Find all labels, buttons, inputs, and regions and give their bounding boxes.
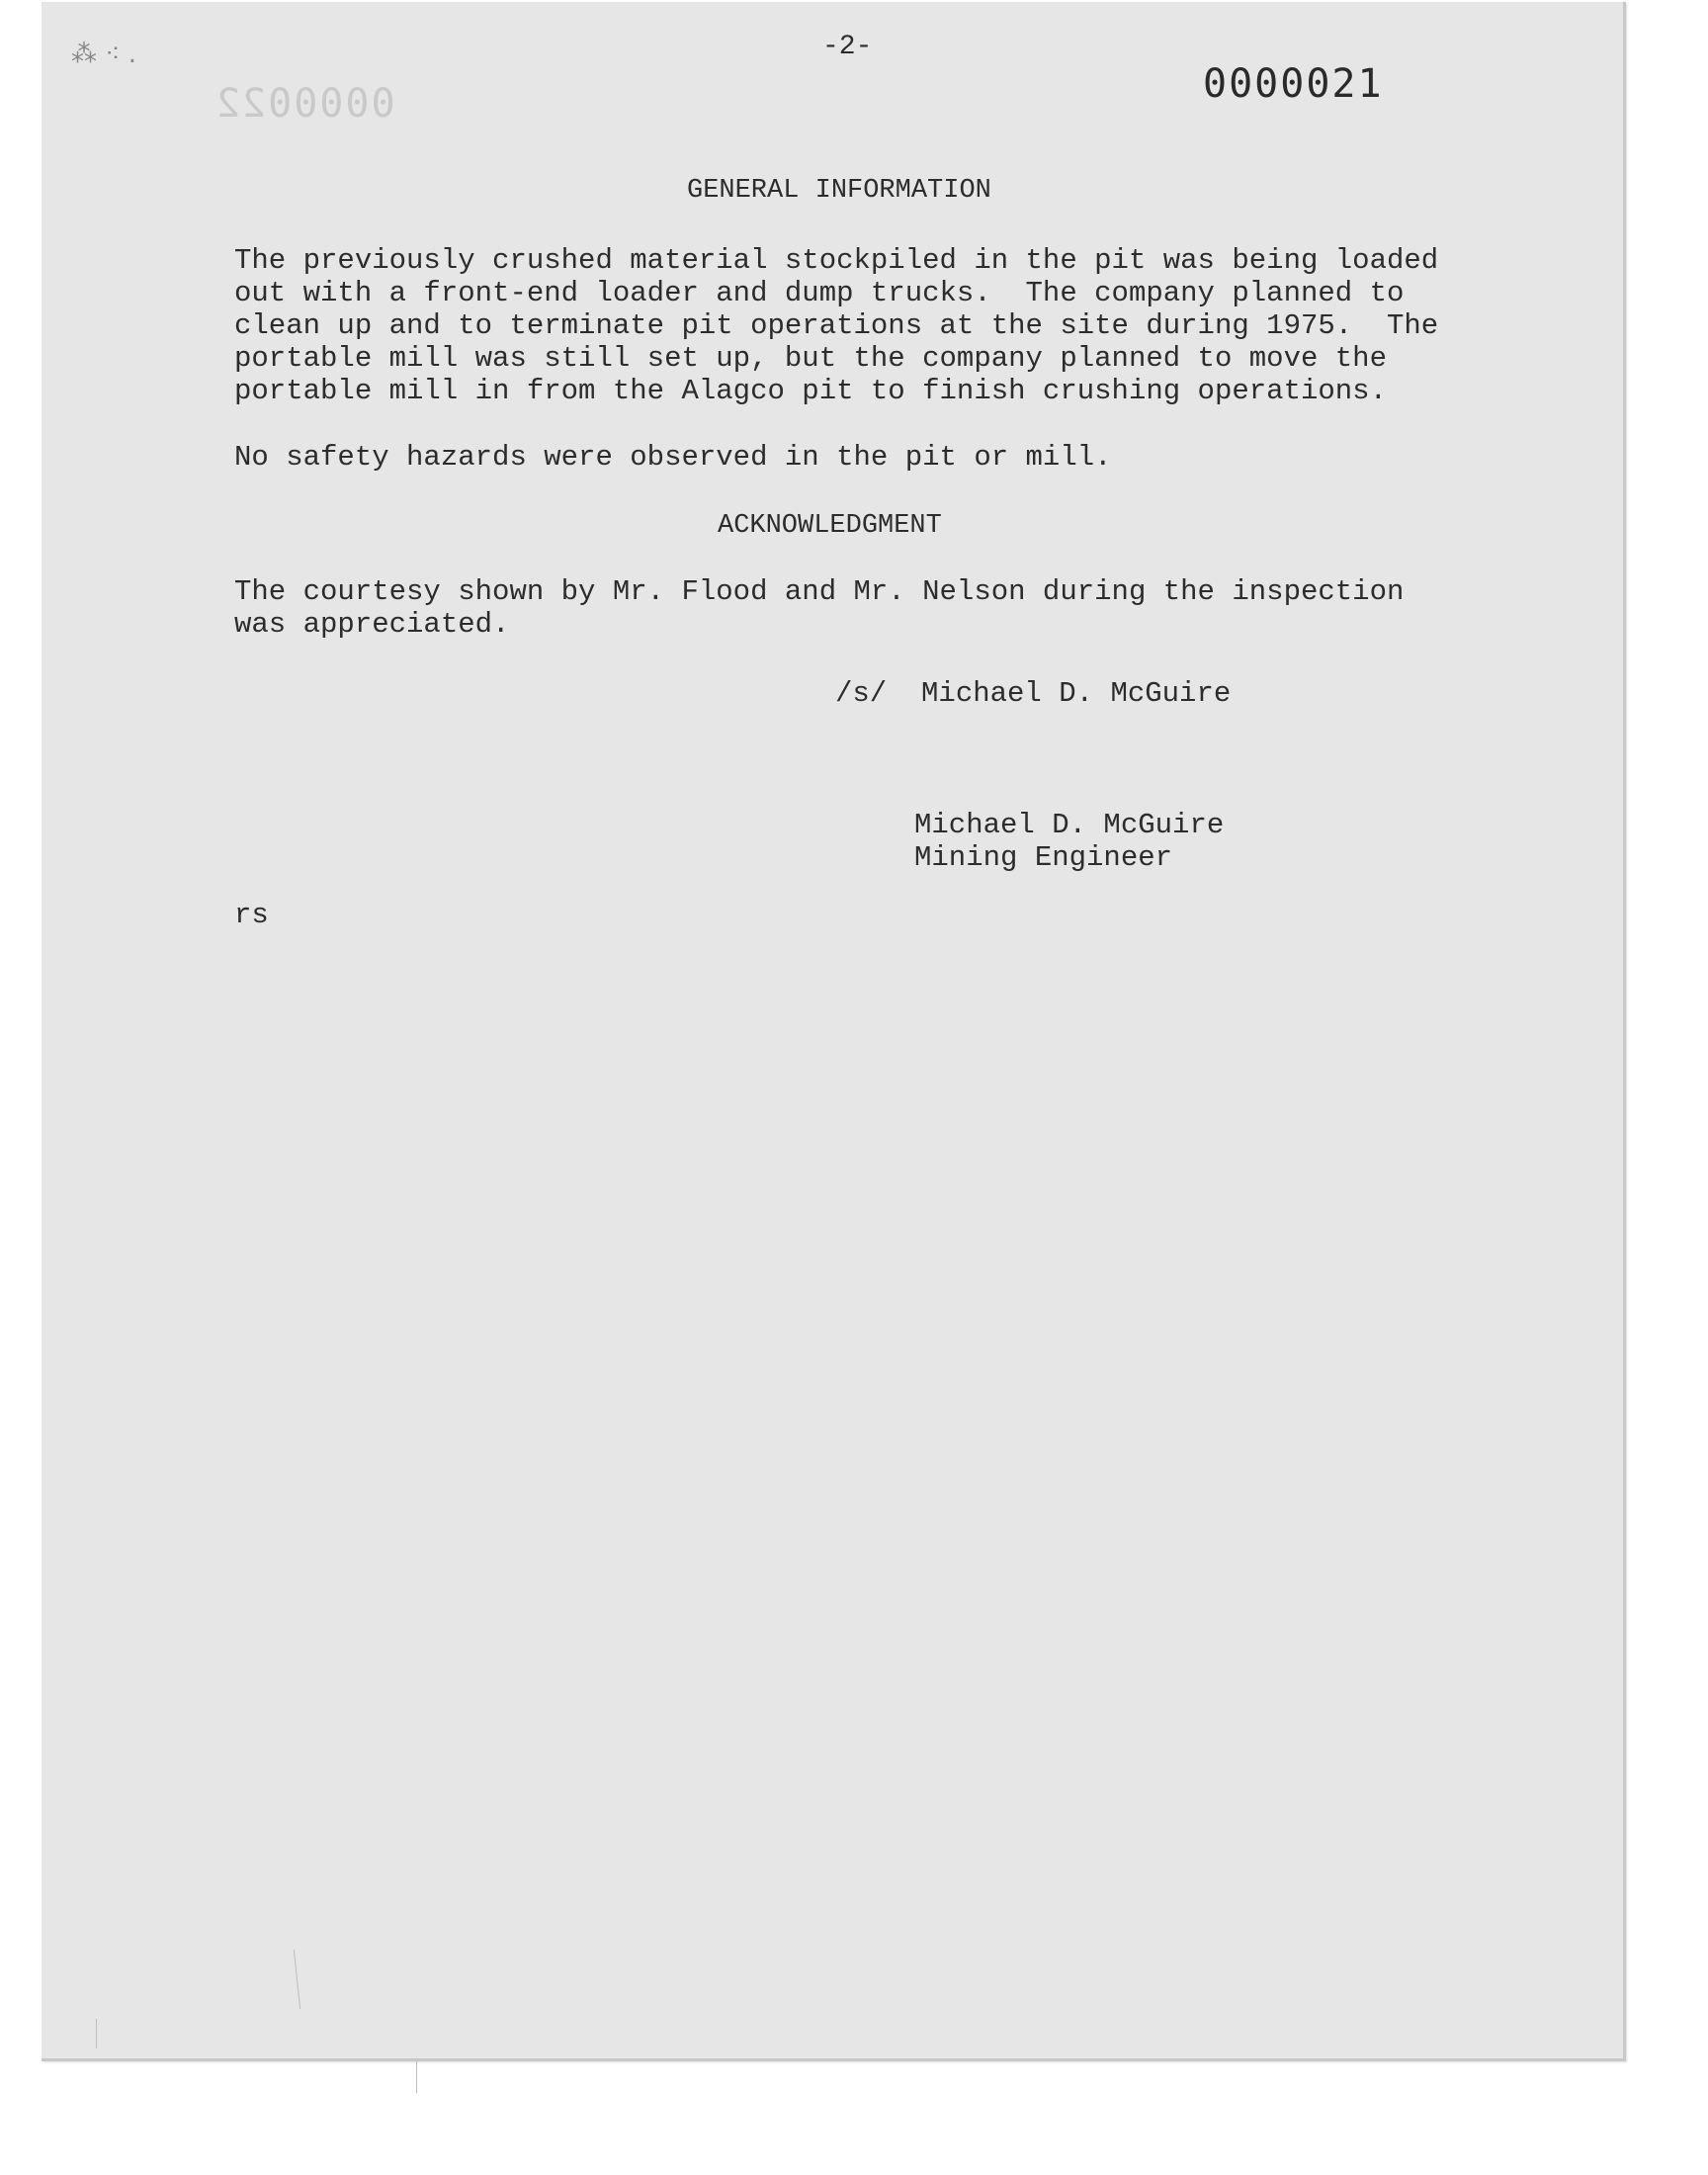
scan-artifact-line xyxy=(96,2019,97,2048)
paragraph-line: clean up and to terminate pit operations at the site during 1975. The xyxy=(234,309,1439,342)
page-number: -2- xyxy=(822,32,873,62)
scan-artifact: ⁂ ⁖ . xyxy=(71,40,137,69)
scan-artifact-line xyxy=(416,2061,417,2093)
paragraph-line: portable mill in from the Alagco pit to finish crushing operations. xyxy=(234,375,1387,407)
paragraph-line: The courtesy shown by Mr. Flood and Mr. Nelson during the inspection xyxy=(234,575,1405,608)
paragraph-line: The previously crushed material stockpiled in the pit was being loaded xyxy=(234,244,1439,277)
signatory-name: Michael D. McGuire xyxy=(914,809,1225,841)
document-page xyxy=(42,2,1626,2061)
signed-signature-line: /s/ Michael D. McGuire xyxy=(835,677,1232,710)
paragraph-line: portable mill was still set up, but the company planned to move the xyxy=(234,342,1387,375)
acknowledgment-heading: ACKNOWLEDGMENT xyxy=(718,511,942,541)
scan-artifact-line xyxy=(294,1950,300,2009)
document-number-stamp: 0000021 xyxy=(1203,61,1384,107)
paragraph-line: out with a front-end loader and dump trucks. The company planned to xyxy=(234,277,1405,309)
typist-initials: rs xyxy=(234,899,269,931)
paragraph-line: was appreciated. xyxy=(234,608,510,641)
safety-note: No safety hazards were observed in the pit or mill. xyxy=(234,441,1112,474)
bleed-through-document-number: 0000022 xyxy=(214,81,395,127)
general-information-heading: GENERAL INFORMATION xyxy=(687,176,991,206)
signatory-title: Mining Engineer xyxy=(914,841,1173,874)
